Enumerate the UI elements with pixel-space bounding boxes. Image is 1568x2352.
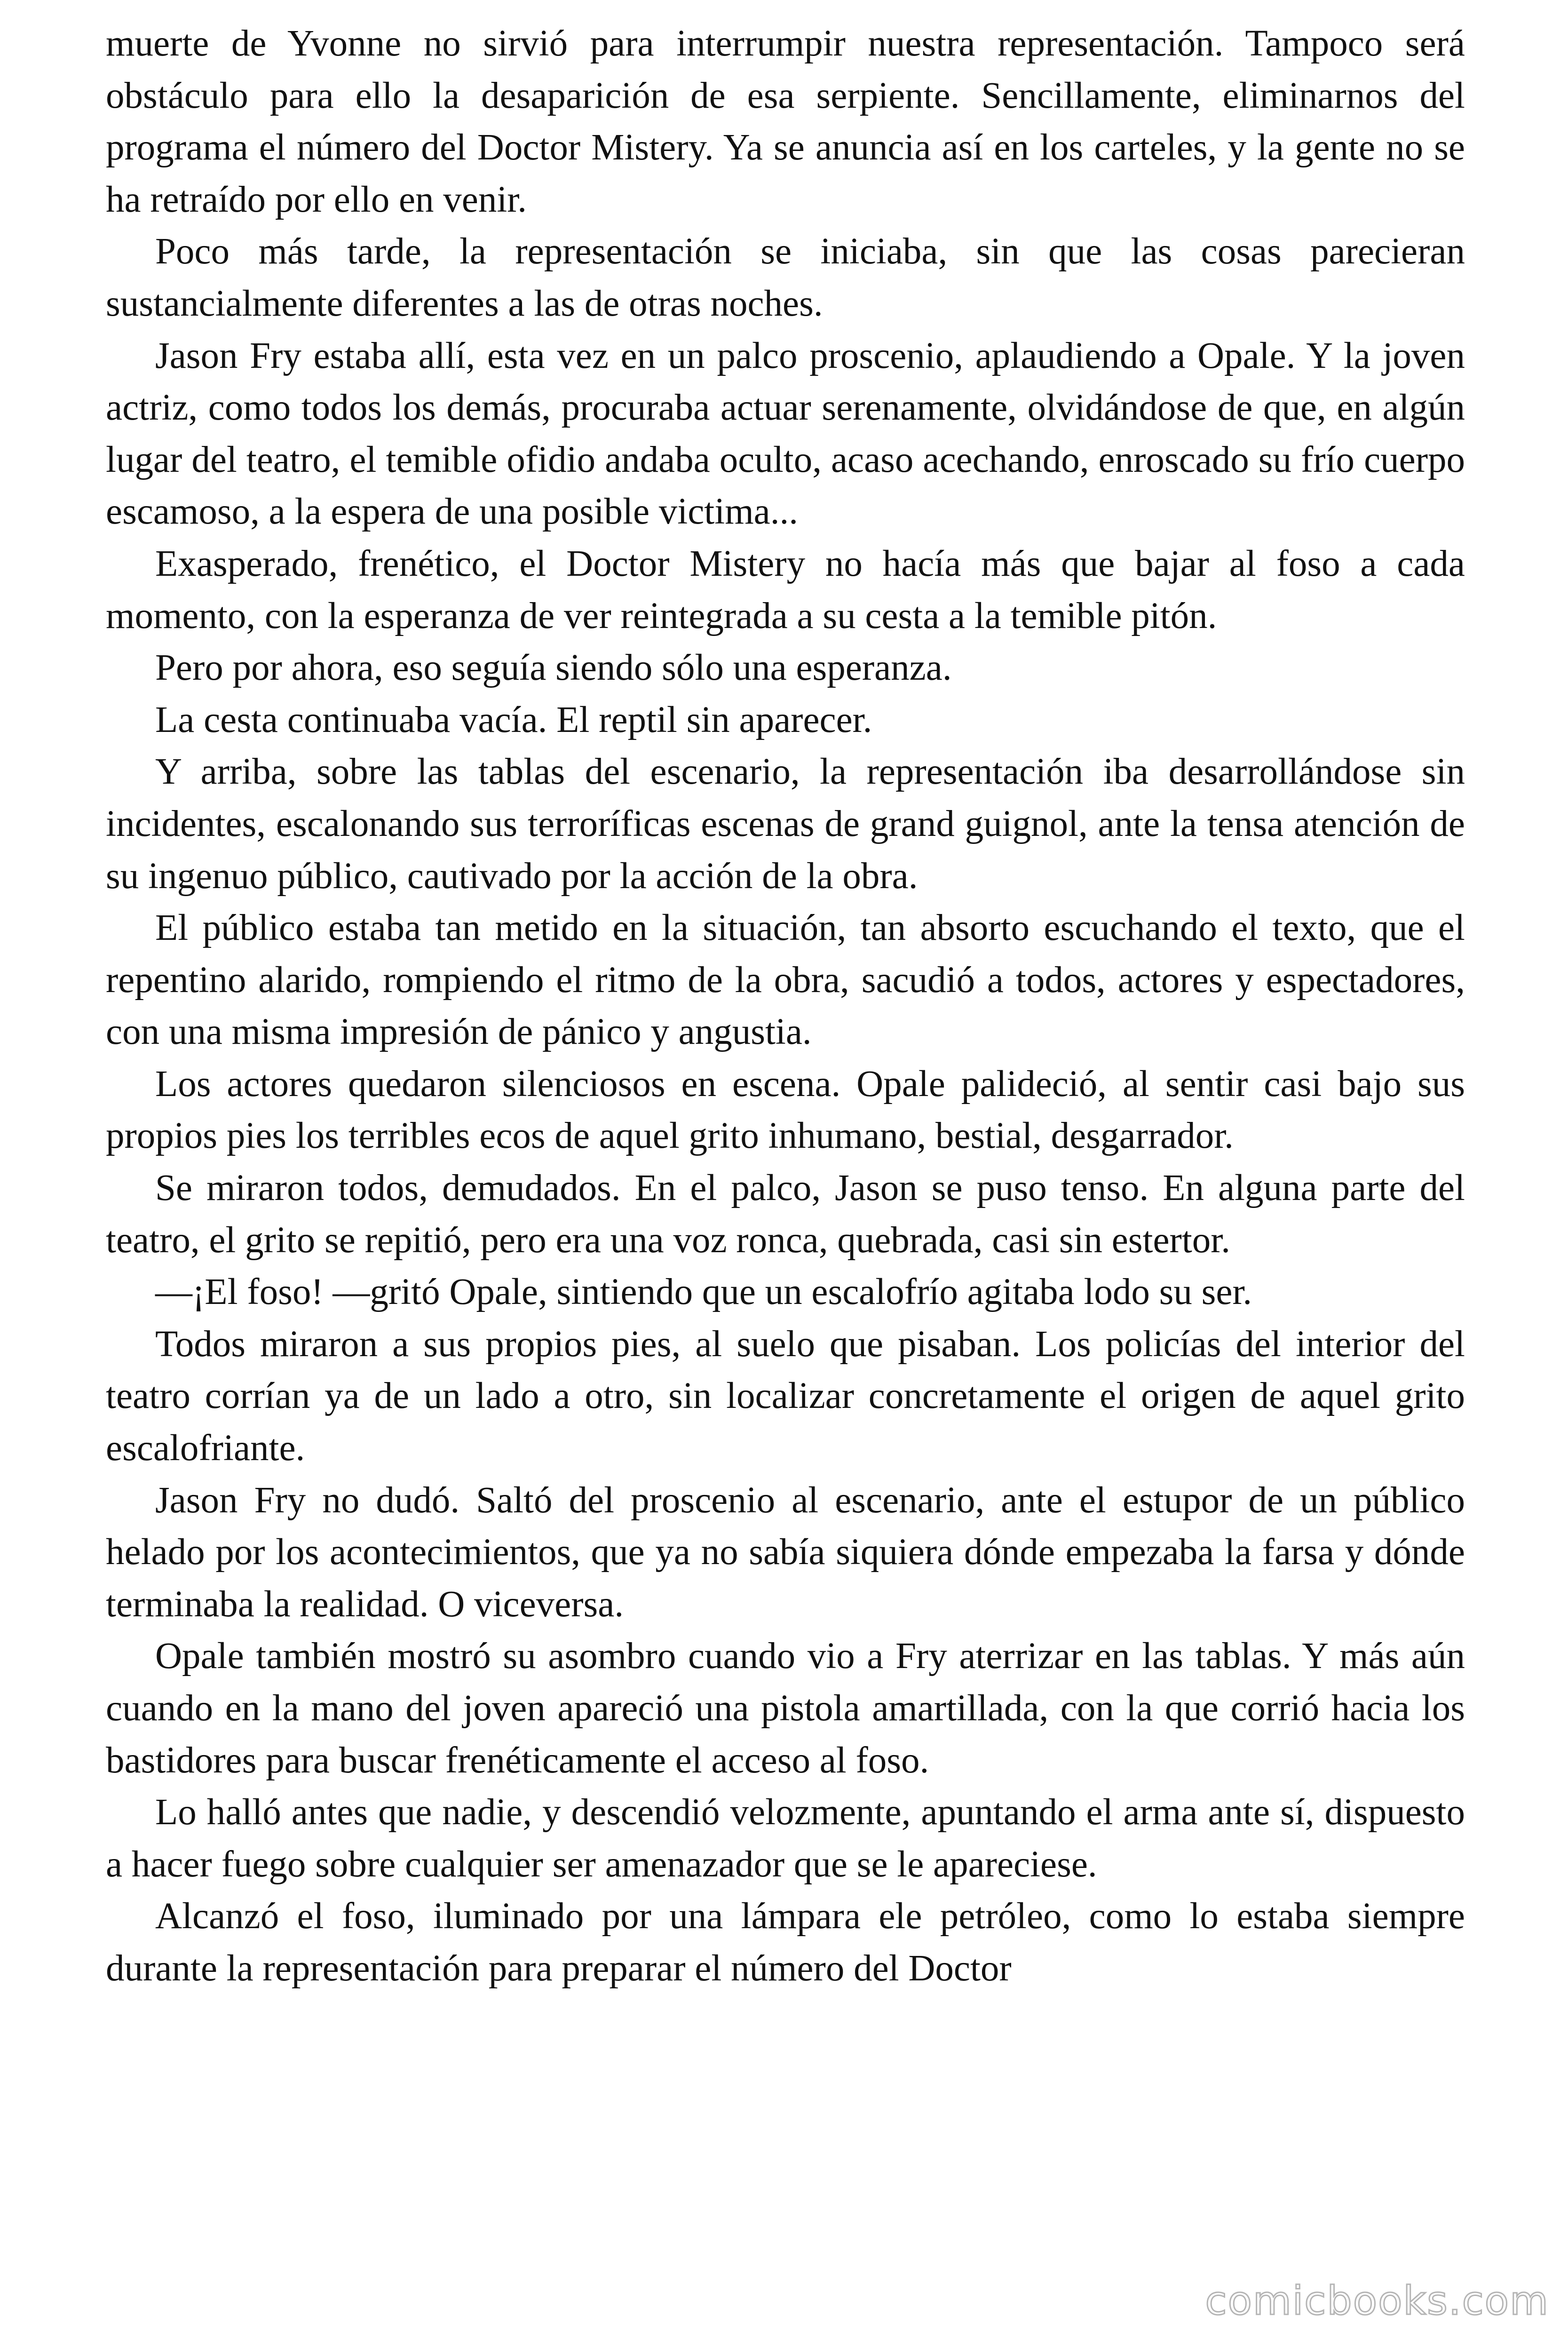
paragraph: Jason Fry estaba allí, esta vez en un palco proscenio, aplaudiendo a Opale. Y la joven actriz, como todos los demás, procuraba actuar serenamente, olvidándose de que, en algún lugar del teatro, el temible ofidio andaba oculto, acaso acechando, enroscado su frío cuerpo escamoso, a la espera de una posible victima... (106, 335, 1465, 532)
paragraph: Todos miraron a sus propios pies, al suelo que pisaban. Los policías del interior del teatro corrían ya de un lado a otro, sin localizar concretamente el origen de aquel grito escalofriante. (106, 1323, 1465, 1469)
paragraph: Lo halló antes que nadie, y descendió velozmente, apuntando el arma ante sí, dispuesto a hacer fuego sobre cualquier ser amenazador que se le apareciese. (106, 1792, 1465, 1885)
paragraph: Los actores quedaron silenciosos en escena. Opale palideció, al sentir casi bajo sus propios pies los terribles ecos de aquel grito inhumano, bestial, desgarrador. (106, 1063, 1465, 1157)
paragraph: Se miraron todos, demudados. En el palco, Jason se puso tenso. En alguna parte del teatro, el grito se repitió, pero era una voz ronca, quebrada, casi sin estertor. (106, 1168, 1465, 1261)
paragraph: Alcanzó el foso, iluminado por una lámpara ele petróleo, como lo estaba siempre durante la representación para preparar el número del Doctor (106, 1896, 1465, 1989)
paragraph: muerte de Yvonne no sirvió para interrumpir nuestra representación. Tampoco será obstáculo para ello la desaparición de esa serpiente. Sencillamente, eliminarnos del programa el número del Doctor Mistery. Ya se anuncia así en los carteles, y la gente no se ha retraído por ello en venir. (106, 23, 1465, 220)
paragraph: Opale también mostró su asombro cuando vio a Fry aterrizar en las tablas. Y más aún cuando en la mano del joven apareció una pistola amartillada, con la que corrió hacia los bastidores para buscar frenéticamente el acceso al foso. (106, 1636, 1465, 1781)
paragraph: —¡El foso! —gritó Opale, sintiendo que un escalofrío agitaba lodo su ser. (155, 1271, 1252, 1313)
watermark: comicbooks.com (1205, 2278, 1549, 2324)
paragraph: Poco más tarde, la representación se iniciaba, sin que las cosas parecieran sustancialmente diferentes a las de otras noches. (106, 231, 1465, 324)
paragraph: Pero por ahora, eso seguía siendo sólo una esperanza. (155, 647, 952, 689)
paragraph: Jason Fry no dudó. Saltó del proscenio al escenario, ante el estupor de un público helado por los acontecimientos, que ya no sabía siquiera dónde empezaba la farsa y dónde terminaba la realidad. O viceversa. (106, 1479, 1465, 1625)
paragraph: El público estaba tan metido en la situación, tan absorto escuchando el texto, que el repentino alarido, rompiendo el ritmo de la obra, sacudió a todos, actores y espectadores, con una misma impresión de pánico y angustia. (106, 907, 1465, 1053)
paragraph: Y arriba, sobre las tablas del escenario, la representación iba desarrollándose sin incidentes, escalonando sus terroríficas escenas de grand guignol, ante la tensa atención de su ingenuo público, cautivado por la acción de la obra. (106, 751, 1465, 897)
paragraph: La cesta continuaba vacía. El reptil sin aparecer. (155, 699, 872, 740)
paragraph: Exasperado, frenético, el Doctor Mistery no hacía más que bajar al foso a cada momento, con la esperanza de ver reintegrada a su cesta a la temible pitón. (106, 543, 1465, 636)
document-page (106, 18, 1465, 1995)
